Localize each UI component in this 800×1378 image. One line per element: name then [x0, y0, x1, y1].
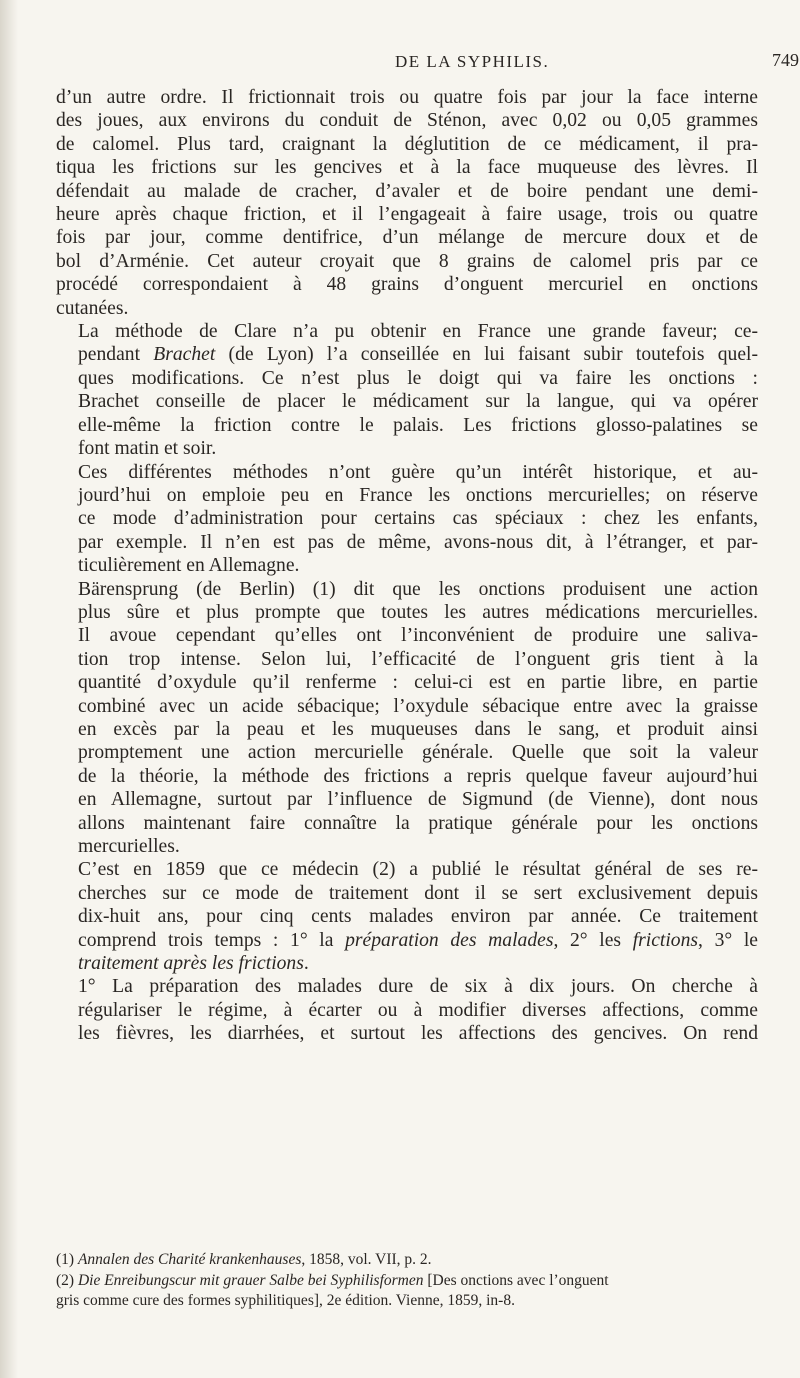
text-line: allons maintenant faire connaître la pratique générale pour les onctions	[78, 812, 758, 834]
text-line: bol d’Arménie. Cet auteur croyait que 8 grains de calomel pris par ce	[56, 250, 758, 272]
text-line: fois par jour, comme dentifrice, d’un mélange de mercure doux et de	[56, 227, 758, 249]
text-line: régulariser le régime, à écarter ou à modifier diverses affections, comme	[78, 999, 758, 1021]
text-line: Bärensprung (de Berlin) (1) dit que les onctions produisent une action	[78, 578, 758, 600]
main-text	[56, 86, 758, 1046]
text-line: ce mode d’administration pour certains cas spéciaux : chez les enfants,	[78, 508, 758, 530]
text-line: tiqua les frictions sur les gencives et à la face muqueuse des lèvres. Il	[56, 157, 758, 179]
text-line: par exemple. Il n’en est pas de même, avons-nous dit, à l’étranger, et par-	[78, 531, 758, 553]
text-line: Brachet conseille de placer le médicament sur la langue, qui va opérer	[78, 391, 758, 413]
text-line: défendait au malade de cracher, d’avaler et de boire pendant une demi-	[56, 180, 758, 202]
text-line: C’est en 1859 que ce médecin (2) a publié le résultat général de ses re-	[78, 859, 758, 881]
text-line: tion trop intense. Selon lui, l’efficacité de l’onguent gris tient à la	[78, 648, 758, 670]
text-line: cherches sur ce mode de traitement dont il se sert exclusivement depuis	[78, 882, 758, 904]
paragraph-6	[56, 975, 758, 1045]
running-head: DE LA SYPHILIS.	[395, 52, 550, 71]
binding-shadow	[0, 0, 18, 1378]
text-line: combiné avec un acide sébacique; l’oxydule sébacique entre avec la graisse	[78, 695, 758, 717]
footnotes	[56, 1250, 758, 1312]
footnote-1: (1) Annalen des Charité krankenhauses, 1858, vol. VII, p. 2.	[56, 1251, 432, 1268]
text-line: ticulièrement en Allemagne.	[78, 555, 300, 577]
text-line: quantité d’oxydule qu’il renferme : celui-ci est en partie libre, en partie	[78, 672, 758, 694]
paragraph-3	[56, 461, 758, 578]
text-line: de la théorie, la méthode des frictions a repris quelque faveur aujourd’hui	[78, 765, 758, 787]
footnote-2-continued: gris comme cure des formes syphilitiques], 2e édition. Vienne, 1859, in-8.	[56, 1292, 515, 1309]
paragraph-1	[56, 86, 758, 320]
text-line: 1° La préparation des malades dure de six à dix jours. On cherche à	[78, 976, 758, 998]
paragraph-5	[56, 858, 758, 975]
text-line: pendant Brachet (de Lyon) l’a conseillée en lui faisant subir toutefois quel-	[78, 344, 758, 366]
text-line: mercurielles.	[78, 836, 180, 857]
text-line: en Allemagne, surtout par l’influence de Sigmund (de Vienne), dont nous	[78, 789, 758, 811]
text-line: d’un autre ordre. Il frictionnait trois ou quatre fois par jour la face interne	[56, 87, 758, 108]
text-line: de calomel. Plus tard, craignant la déglutition de ce médicament, il pra-	[56, 133, 758, 155]
paragraph-2	[56, 320, 758, 460]
text-line: procédé correspondaient à 48 grains d’onguent mercuriel en onctions	[56, 274, 758, 296]
text-line: dix-huit ans, pour cinq cents malades environ par année. Ce traitement	[78, 906, 758, 928]
text-line: des joues, aux environs du conduit de Sténon, avec 0,02 ou 0,05 grammes	[56, 110, 758, 132]
text-line: ques modifications. Ce n’est plus le doigt qui va faire les onctions :	[78, 367, 758, 389]
text-line: heure après chaque friction, et il l’engageait à faire usage, trois ou quatre	[56, 204, 758, 226]
text-line: cutanées.	[56, 297, 129, 319]
text-line: font matin et soir.	[78, 438, 217, 460]
footnote-2: (2) Die Enreibungscur mit grauer Salbe bei Syphilisformen [Des onctions avec l’onguent	[56, 1271, 609, 1289]
text-line: jourd’hui on emploie peu en France les onctions mercurielles; on réserve	[78, 484, 758, 506]
page-number: 749	[772, 50, 799, 70]
author-name-brachet: Brachet	[153, 344, 216, 366]
text-line: La méthode de Clare n’a pu obtenir en France une grande faveur; ce-	[78, 321, 758, 343]
text-line: les fièvres, les diarrhées, et surtout les affections des gencives. On rend	[78, 1023, 758, 1045]
paragraph-4	[56, 578, 758, 859]
text-line: comprend trois temps : 1° la préparation des malades, 2° les frictions, 3° le	[78, 929, 759, 951]
text-line: plus sûre et plus prompte que toutes les autres médications mercurielles.	[78, 601, 758, 623]
text-line: Ces différentes méthodes n’ont guère qu’un intérêt historique, et au-	[78, 461, 758, 483]
text-line: traitement après les frictions.	[78, 953, 309, 975]
text-line: Il avoue cependant qu’elles ont l’inconvénient de produire une saliva-	[78, 625, 758, 647]
text-line: en excès par la peau et les muqueuses dans le sang, et produit ainsi	[78, 718, 758, 740]
text-line: elle-même la friction contre le palais. Les frictions glosso-palatines se	[78, 414, 758, 436]
text-line: promptement une action mercurielle générale. Quelle que soit la valeur	[78, 742, 758, 764]
